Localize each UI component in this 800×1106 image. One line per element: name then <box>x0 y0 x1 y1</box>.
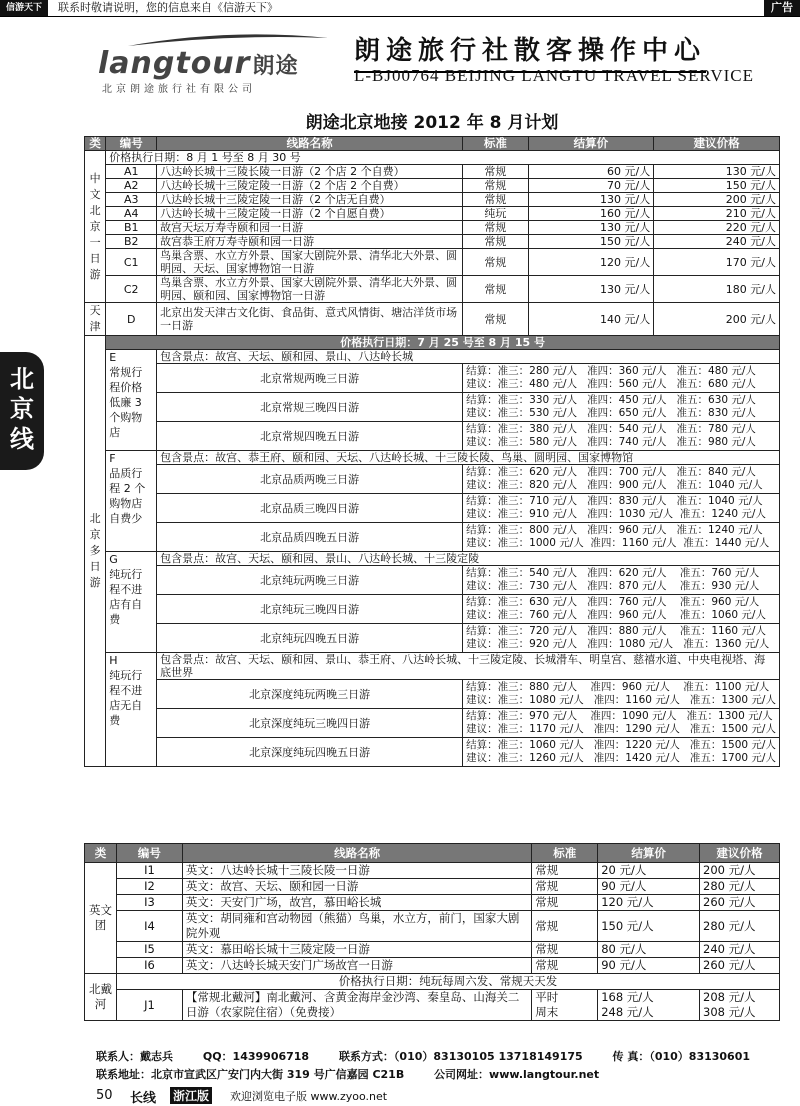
route-standard: 常规 <box>463 221 528 235</box>
table-row <box>85 863 780 879</box>
route-name: 鸟巢含票、水立方外景、国家大剧院外景、清华北大外景、圆明园、天坛、国家博物馆一日游 <box>157 249 463 276</box>
table-row <box>85 221 780 235</box>
suggest-line: 建议：准三：910 元/人 准四：1030 元/人 准五：1240 元/人 <box>466 508 766 520</box>
settle-price: 150 元/人 <box>598 911 700 942</box>
agency-header <box>84 22 780 95</box>
settle-price: 130 元/人 <box>528 193 654 207</box>
route-name: 故宫天坛万寿寺颐和园一日游 <box>157 221 463 235</box>
route-std <box>532 990 598 1021</box>
route-standard: 常规 <box>463 165 528 179</box>
settle-price: 90 元/人 <box>598 958 700 974</box>
column-header: 标准 <box>532 844 598 863</box>
plan-title: 朗途北京地接 2012 年 8 月计划 <box>305 113 559 133</box>
suggest-weekday: 208 元/人 <box>703 990 756 1004</box>
settle-line: 结算：准三：330 元/人 准四：450 元/人 准五：630 元/人 <box>466 394 756 406</box>
route-code: I1 <box>116 863 182 879</box>
settle-line: 结算：准三：710 元/人 准四：830 元/人 准五：1040 元/人 <box>466 495 763 507</box>
tour-row <box>85 595 780 624</box>
route-standard: 常规 <box>532 895 598 911</box>
period-label: 价格执行日期：7 月 25 号至 8 月 15 号 <box>106 336 780 350</box>
column-header: 建议价格 <box>654 137 780 151</box>
route-code: D <box>106 303 157 336</box>
tour-name: 北京品质两晚三日游 <box>157 465 463 494</box>
top-bar <box>0 0 800 17</box>
group-row <box>85 350 780 364</box>
table-row <box>85 276 780 303</box>
suggest-price: 200 元/人 <box>700 863 780 879</box>
settle-line: 结算：准三：1060 元/人 准四：1220 元/人 准五：1500 元/人 <box>466 739 776 751</box>
suggest-price: 240 元/人 <box>700 942 780 958</box>
brand-logo <box>98 28 338 95</box>
tour-name: 北京深度纯玩四晚五日游 <box>157 738 463 767</box>
tour-row <box>85 680 780 709</box>
column-header: 线路名称 <box>157 137 463 151</box>
route-name: 鸟巢含票、水立方外景、国家大剧院外景、清华北大外景、圆明园、颐和园、国家博物馆一日游 <box>157 276 463 303</box>
route-name: 英文：八达岭长城十三陵长陵一日游 <box>182 863 531 879</box>
tour-row <box>85 494 780 523</box>
route-settle <box>598 990 700 1021</box>
column-header: 标准 <box>463 137 528 151</box>
tour-row <box>85 364 780 393</box>
tour-row <box>85 566 780 595</box>
route-name: 【常规北戴河】南北戴河、含黄金海岸金沙湾、秦皇岛、山海关二日游（农家院住宿）（免费接） <box>182 990 531 1021</box>
route-standard: 常规 <box>532 958 598 974</box>
table-row <box>85 193 780 207</box>
route-code: B1 <box>106 221 157 235</box>
tour-prices <box>463 680 780 709</box>
route-standard: 常规 <box>463 179 528 193</box>
settle-line: 结算：准三：800 元/人 准四：960 元/人 准五：1240 元/人 <box>466 524 763 536</box>
section-tab-label: 北京线 <box>10 365 34 453</box>
period-row <box>85 336 780 350</box>
tour-prices <box>463 494 780 523</box>
group-row <box>85 653 780 680</box>
suggest-price: 260 元/人 <box>700 958 780 974</box>
settle-line: 结算：准三：880 元/人 准四：960 元/人 准五：1100 元/人 <box>466 681 770 693</box>
route-name: 八达岭长城十三陵长陵一日游（2 个店 2 个自费） <box>157 165 463 179</box>
suggest-line: 建议：准三：820 元/人 准四：900 元/人 准五：1040 元/人 <box>466 479 763 491</box>
route-code: I4 <box>116 911 182 942</box>
tour-name: 北京品质四晚五日游 <box>157 523 463 552</box>
suggest-weekend: 308 元/人 <box>703 1005 756 1019</box>
suggest-line: 建议：准三：530 元/人 准四：650 元/人 准五：830 元/人 <box>466 407 756 419</box>
ad-label: 广告 <box>764 0 800 16</box>
table-row <box>85 879 780 895</box>
suggest-price: 130 元/人 <box>654 165 780 179</box>
page-number: 50 <box>96 1088 113 1103</box>
route-standard: 常规 <box>463 235 528 249</box>
contact-footer <box>96 1048 786 1084</box>
suggest-line: 建议：准三：1260 元/人 准四：1420 元/人 准五：1700 元/人 <box>466 752 776 764</box>
tour-row <box>85 465 780 494</box>
std-weekday: 平时 <box>535 990 559 1004</box>
settle-price: 120 元/人 <box>528 249 654 276</box>
period-row <box>85 974 780 990</box>
tour-prices <box>463 393 780 422</box>
contact-person: 联系人：戴志兵 <box>96 1050 173 1063</box>
settle-weekday: 168 元/人 <box>601 990 654 1004</box>
settle-price: 160 元/人 <box>528 207 654 221</box>
tour-name: 北京深度纯玩两晚三日游 <box>157 680 463 709</box>
tour-row <box>85 422 780 451</box>
table-row <box>85 911 780 942</box>
tour-row <box>85 624 780 653</box>
group-row <box>85 451 780 465</box>
edition-badge: 浙江版 <box>170 1087 212 1104</box>
tour-name: 北京纯玩三晚四日游 <box>157 595 463 624</box>
tour-name: 北京深度纯玩三晚四日游 <box>157 709 463 738</box>
tour-row <box>85 738 780 767</box>
route-standard: 常规 <box>463 193 528 207</box>
suggest-line: 建议：准三：480 元/人 准四：560 元/人 准五：680 元/人 <box>466 378 756 390</box>
category-oneday: 中文北京一日游 <box>85 151 106 303</box>
table-row <box>85 179 780 193</box>
column-header: 编号 <box>106 137 157 151</box>
route-name: 故宫恭王府万寿寺颐和园一日游 <box>157 235 463 249</box>
section-tab-beijing <box>0 352 44 470</box>
route-code: I6 <box>116 958 182 974</box>
category-beidaihe: 北戴河 <box>85 974 117 1021</box>
settle-price: 90 元/人 <box>598 879 700 895</box>
center-title: 朗途旅行社散客操作中心 <box>354 30 706 67</box>
group-label: E 常规行程价格低廉 3 个购物店 <box>106 350 157 451</box>
route-code: C1 <box>106 249 157 276</box>
suggest-line: 建议：准三：1080 元/人 准四：1160 元/人 准五：1300 元/人 <box>466 694 776 706</box>
route-std: 常规 <box>463 303 528 336</box>
period-label: 价格执行日期：8 月 1 号至 8 月 30 号 <box>106 151 780 165</box>
route-code: I3 <box>116 895 182 911</box>
settle-price: 150 元/人 <box>528 235 654 249</box>
suggest-price: 220 元/人 <box>654 221 780 235</box>
route-name: 英文：胡同雍和宫动物园（熊猫）鸟巢，水立方，前门，国家大剧院外观 <box>182 911 531 942</box>
suggest-price: 280 元/人 <box>700 879 780 895</box>
route-name: 英文：八达岭长城天安门广场故宫一日游 <box>182 958 531 974</box>
settle-line: 结算：准三：280 元/人 准四：360 元/人 准五：480 元/人 <box>466 365 756 377</box>
header-row <box>85 137 780 151</box>
settle-line: 结算：准三：380 元/人 准四：540 元/人 准五：780 元/人 <box>466 423 756 435</box>
settle-line: 结算：准三：970 元/人 准四：1090 元/人 准五：1300 元/人 <box>466 710 773 722</box>
route-standard: 纯玩 <box>463 207 528 221</box>
settle-line: 结算：准三：720 元/人 准四：880 元/人 准五：1160 元/人 <box>466 625 766 637</box>
contact-address: 联系地址：北京市宣武区广安门内大街 319 号广信嘉园 C21B <box>96 1068 405 1081</box>
column-header: 结算价 <box>528 137 654 151</box>
group-label: G 纯玩行程不进店有自费 <box>106 552 157 653</box>
route-standard: 常规 <box>532 942 598 958</box>
tour-prices <box>463 624 780 653</box>
table-row <box>85 303 780 336</box>
suggest-line: 建议：准三：1170 元/人 准四：1290 元/人 准五：1500 元/人 <box>466 723 776 735</box>
table-row <box>85 207 780 221</box>
group-scenic: 包含景点：故宫、天坛、颐和园、景山、恭王府、八达岭长城、十三陵定陵、长城滑车、明皇宫、慈禧水道、中央电视塔、海底世界 <box>157 653 780 680</box>
settle-weekend: 248 元/人 <box>601 1005 654 1019</box>
suggest-price: 170 元/人 <box>654 249 780 276</box>
table-row <box>85 165 780 179</box>
column-header: 类 <box>85 137 106 151</box>
tour-prices <box>463 738 780 767</box>
column-header: 建议价格 <box>700 844 780 863</box>
tour-row <box>85 393 780 422</box>
tour-prices <box>463 709 780 738</box>
tour-prices <box>463 566 780 595</box>
settle-price: 20 元/人 <box>598 863 700 879</box>
column-header: 类 <box>85 844 117 863</box>
e-edition-link[interactable]: 欢迎浏览电子版 www.zyoo.net <box>230 1090 388 1103</box>
category-tianjin: 天津 <box>85 303 106 336</box>
route-code: A1 <box>106 165 157 179</box>
tour-name: 北京常规两晚三日游 <box>157 364 463 393</box>
tour-name: 北京常规三晚四日游 <box>157 393 463 422</box>
route-standard: 常规 <box>463 249 528 276</box>
tour-prices <box>463 364 780 393</box>
route-code: I2 <box>116 879 182 895</box>
route-standard: 常规 <box>532 863 598 879</box>
suggest-price: 200 元/人 <box>654 193 780 207</box>
table-row <box>85 958 780 974</box>
brand-subtitle: 北京朗途旅行社有限公司 <box>102 84 256 95</box>
tour-row <box>85 523 780 552</box>
tour-prices <box>463 523 780 552</box>
route-code: J1 <box>116 990 182 1021</box>
group-label: F 品质行程 2 个购物店自费少 <box>106 451 157 552</box>
settle-price: 60 元/人 <box>528 165 654 179</box>
group-row <box>85 552 780 566</box>
column-header: 编号 <box>116 844 182 863</box>
route-standard: 常规 <box>532 879 598 895</box>
group-scenic: 包含景点：故宫、天坛、颐和园、景山、八达岭长城、十三陵定陵 <box>157 552 780 566</box>
period-label: 价格执行日期：纯玩每周六发、常规天天发 <box>116 974 779 990</box>
brand-name: langtour朗途 <box>98 46 299 81</box>
route-name: 英文：天安门广场，故宫，慕田峪长城 <box>182 895 531 911</box>
route-code: A2 <box>106 179 157 193</box>
settle-price: 80 元/人 <box>598 942 700 958</box>
settle-line: 结算：准三：630 元/人 准四：760 元/人 准五：960 元/人 <box>466 596 760 608</box>
settle-line: 结算：准三：620 元/人 准四：700 元/人 准五：840 元/人 <box>466 466 756 478</box>
bottom-bar <box>0 1086 800 1104</box>
settle-line: 结算：准三：540 元/人 准四：620 元/人 准五：760 元/人 <box>466 567 760 579</box>
settle-price: 130 元/人 <box>528 276 654 303</box>
route-name: 北京出发天津古文化街、食品街、意式风情街、塘沽洋货市场一日游 <box>157 303 463 336</box>
route-code: I5 <box>116 942 182 958</box>
suggest-price: 280 元/人 <box>700 911 780 942</box>
group-label: H 纯玩行程不进店无自费 <box>106 653 157 767</box>
group-scenic: 包含景点：故宫、恭王府、颐和园、天坛、八达岭长城、十三陵长陵、鸟巢、圆明园、国家博物馆 <box>157 451 780 465</box>
magazine-logo: 信游天下 <box>0 0 48 16</box>
route-standard: 常规 <box>532 911 598 942</box>
settle-price: 130 元/人 <box>528 221 654 235</box>
category-multiday: 北京多日游 <box>85 336 106 767</box>
suggest-price: 260 元/人 <box>700 895 780 911</box>
settle-price: 70 元/人 <box>528 179 654 193</box>
column-header: 线路名称 <box>182 844 531 863</box>
tour-prices <box>463 422 780 451</box>
tour-prices <box>463 595 780 624</box>
suggest-price: 150 元/人 <box>654 179 780 193</box>
route-name: 英文：故宫、天坛、颐和园一日游 <box>182 879 531 895</box>
column-header: 结算价 <box>598 844 700 863</box>
tour-name: 北京纯玩两晚三日游 <box>157 566 463 595</box>
tour-name: 北京常规四晚五日游 <box>157 422 463 451</box>
route-settle: 140 元/人 <box>528 303 654 336</box>
table-row <box>85 249 780 276</box>
beijing-tour-table <box>84 136 780 767</box>
contact-notice: 联系时敬请说明，您的信息来自《信游天下》 <box>58 1 278 14</box>
suggest-line: 建议：准三：760 元/人 准四：960 元/人 准五：1060 元/人 <box>466 609 766 621</box>
tour-row <box>85 709 780 738</box>
suggest-price: 240 元/人 <box>654 235 780 249</box>
header-row <box>85 844 780 863</box>
settle-price: 120 元/人 <box>598 895 700 911</box>
route-name: 英文：慕田峪长城十三陵定陵一日游 <box>182 942 531 958</box>
route-code: A3 <box>106 193 157 207</box>
route-name: 八达岭长城十三陵定陵一日游（2 个店无自费） <box>157 193 463 207</box>
tour-name: 北京品质三晚四日游 <box>157 494 463 523</box>
route-code: B2 <box>106 235 157 249</box>
magazine-section: 长线 <box>130 1091 157 1106</box>
contact-phone: 联系方式：（010）83130105 13718149175 <box>338 1050 583 1063</box>
suggest-line: 建议：准三：1000 元/人 准四：1160 元/人 准五：1440 元/人 <box>466 537 770 549</box>
suggest-line: 建议：准三：730 元/人 准四：870 元/人 准五：930 元/人 <box>466 580 760 592</box>
table-row <box>85 895 780 911</box>
suggest-line: 建议：准三：920 元/人 准四：1080 元/人 准五：1360 元/人 <box>466 638 770 650</box>
table-row <box>85 235 780 249</box>
route-suggest <box>700 990 780 1021</box>
category-english: 英文团 <box>85 863 117 974</box>
english-tour-table <box>84 843 780 1021</box>
table-row <box>85 990 780 1021</box>
route-name: 八达岭长城十三陵定陵一日游（2 个自愿自费） <box>157 207 463 221</box>
suggest-price: 180 元/人 <box>654 276 780 303</box>
period-row <box>85 151 780 165</box>
group-scenic: 包含景点：故宫、天坛、颐和园、景山、八达岭长城 <box>157 350 780 364</box>
table-row <box>85 942 780 958</box>
suggest-line: 建议：准三：580 元/人 准四：740 元/人 准五：980 元/人 <box>466 436 756 448</box>
std-weekend: 周末 <box>535 1005 559 1019</box>
route-standard: 常规 <box>463 276 528 303</box>
contact-fax: 传 真：（010）83130601 <box>612 1050 751 1063</box>
company-website[interactable]: 公司网址：www.langtour.net <box>434 1068 600 1081</box>
route-name: 八达岭长城十三陵定陵一日游（2 个店 2 个自费） <box>157 179 463 193</box>
route-code: C2 <box>106 276 157 303</box>
tour-prices <box>463 465 780 494</box>
tour-name: 北京纯玩四晚五日游 <box>157 624 463 653</box>
contact-qq: QQ：1439906718 <box>202 1050 310 1063</box>
service-line: L-BJ00764 BEIJING LANGTU TRAVEL SERVICE <box>354 66 754 85</box>
route-code: A4 <box>106 207 157 221</box>
suggest-price: 210 元/人 <box>654 207 780 221</box>
route-suggest: 200 元/人 <box>654 303 780 336</box>
